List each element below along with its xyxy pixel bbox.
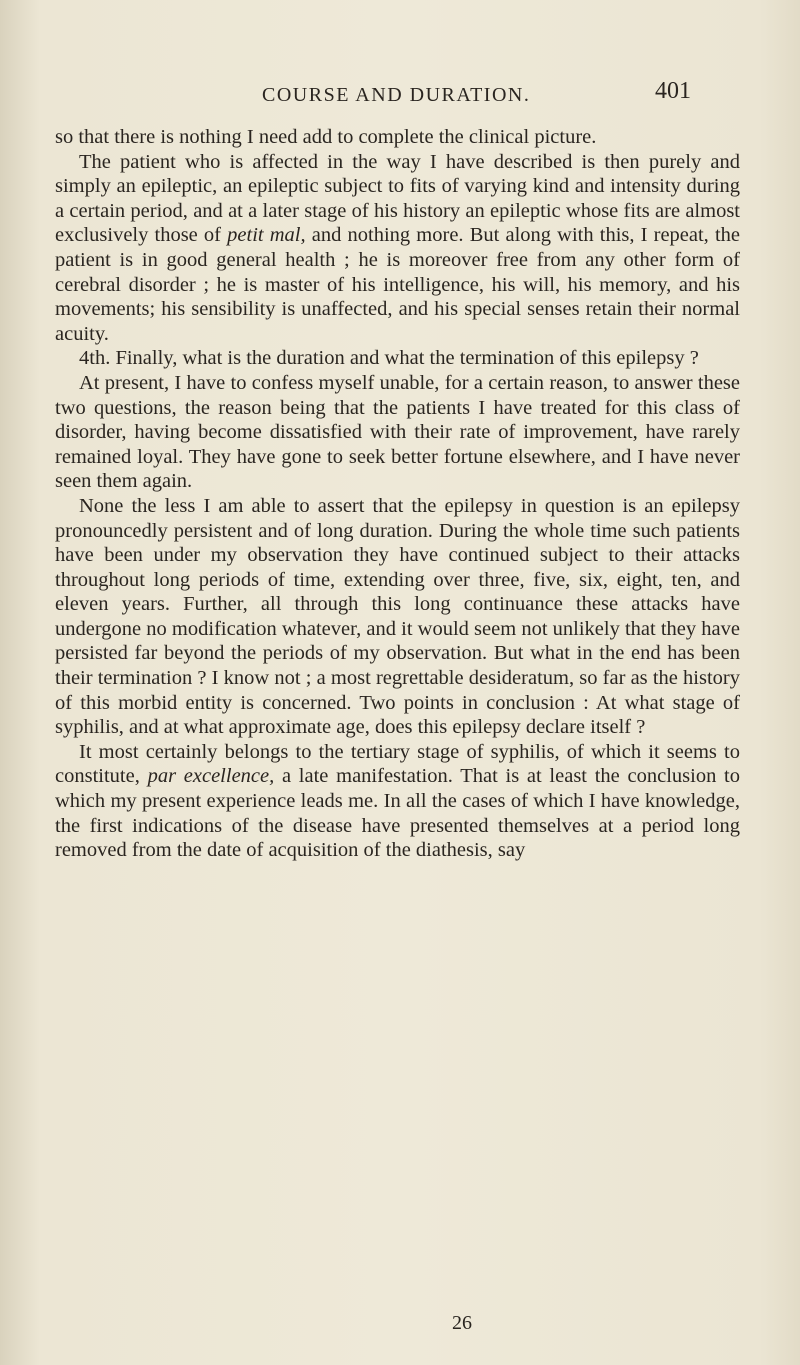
paragraph-2-part-a: The patient who is affected in the way I have described is then purely and simply an epileptic, an epileptic subject to fits of varying kind and intensity during a certain period, and at a later stage of his history an epileptic whose fits are almost exclusively those of — [55, 150, 740, 247]
page-number: 401 — [655, 78, 691, 104]
paragraph-6 — [55, 740, 740, 863]
paragraph-6-emphasis: par excellence, — [147, 765, 275, 788]
paragraph-5: None the less I am able to assert that the epilepsy in question is an epilepsy pronouncedly persistent and of long duration. During the whole time such patients have been under my observation they have continued subject to their attacks throughout long periods of time, extending over three, five, six, eight, ten, and eleven years. Further, all through this long continuance these attacks have undergone no modification whatever, and it would seem not unlikely that they have persisted far beyond the periods of my observation. But what in the end has been their termination ? I know not ; a most regrettable desideratum, so far as the history of this morbid entity is concerned. Two points in conclusion : At what stage of syphilis, and at what approximate age, does this epilepsy declare itself ? — [55, 494, 740, 739]
body-text — [55, 125, 740, 863]
signature-mark: 26 — [452, 1312, 472, 1334]
page-header — [0, 78, 800, 114]
paragraph-1: so that there is nothing I need add to complete the clinical picture. — [55, 126, 597, 148]
paragraph-2 — [55, 150, 740, 347]
paragraph-6-part-b: a late manifestation. That is at least the conclusion to which my present experience leads me. In all the cases of which I have knowledge, the first indications of the disease have presented themselves at a period long removed from the date of acquisition of the diathesis, say — [55, 765, 740, 862]
paragraph-4: At present, I have to confess myself unable, for a certain reason, to answer these two questions, the reason being that the patients I have treated for this class of disorder, having become dissatisfied with their rate of improvement, have rarely remained loyal. They have gone to seek better fortune elsewhere, and I have never seen them again. — [55, 371, 740, 493]
paragraph-3: 4th. Finally, what is the duration and what the termination of this epilepsy ? — [79, 347, 699, 370]
paragraph-2-part-b: and nothing more. But along with this, I repeat, the patient is in good general health ; he is moreover free from any other form of cerebral disorder ; he is master of his intelligence, his will, his memory, and his movements; his sensibility is unaffected, and his special senses retain their normal acuity. — [55, 224, 741, 345]
running-title: COURSE AND DURATION. — [262, 84, 531, 106]
paragraph-6-part-a: It most certainly belongs to the tertiary stage of syphilis, of which it seems to constitute, — [55, 740, 740, 788]
paragraph-2-emphasis: petit mal, — [227, 224, 306, 247]
